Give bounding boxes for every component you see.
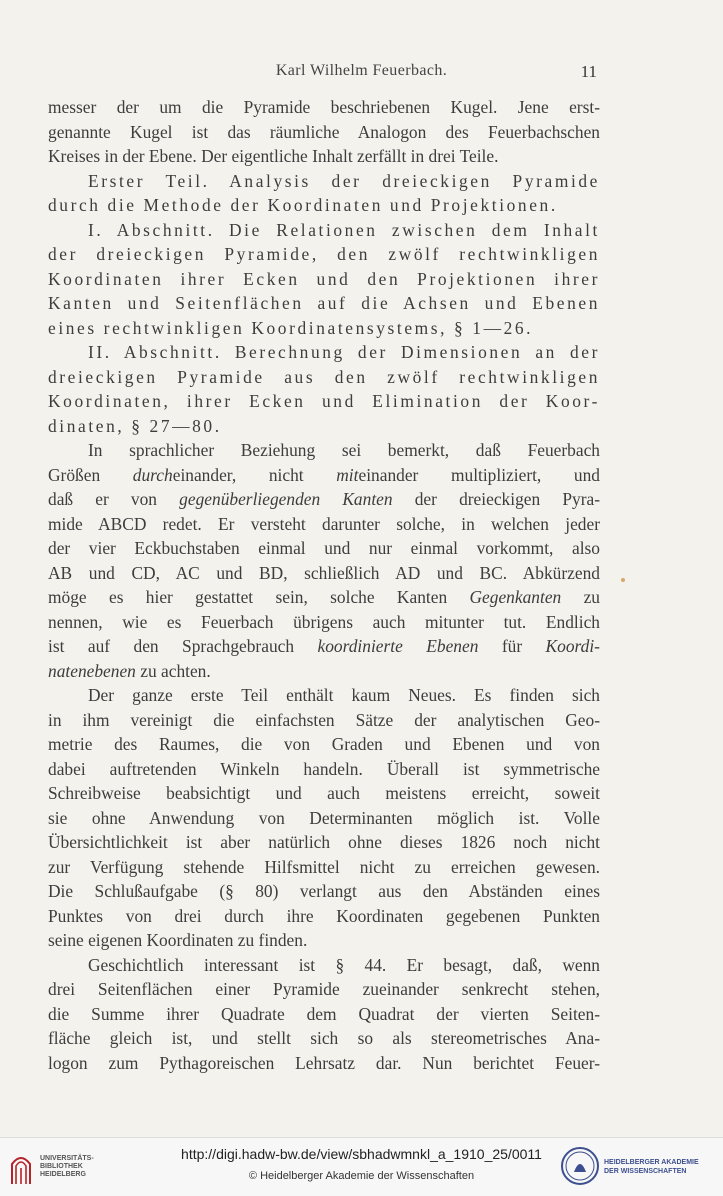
section-heading-line: dinaten, § 27—80. bbox=[48, 415, 222, 436]
text-line: Geschichtlich interessant ist § 44. Er besagt, daß, wenn bbox=[88, 954, 600, 975]
text-line: In sprachlicher Beziehung sei bemerkt, daß Feuerbach bbox=[88, 440, 600, 460]
body-text bbox=[48, 95, 600, 1075]
text-line: dabei auftretenden Winkeln handeln. Überall ist symmetrische bbox=[48, 758, 600, 779]
academy-name-line: DER WISSENSCHAFTEN bbox=[604, 1168, 687, 1175]
section-heading-line: II. Abschnitt. Berechnung der Dimensionen an der bbox=[88, 342, 600, 362]
text-line: der vier Eckbuchstaben einmal und nur einmal vorkommt, also bbox=[48, 538, 600, 558]
text-line: möge es hier gestattet sein, solche Kanten Gegenkanten zu bbox=[48, 587, 600, 607]
ub-name-line: HEIDELBERG bbox=[40, 1171, 86, 1178]
section-heading-line: Erster Teil. Analysis der dreieckigen Pyramide bbox=[88, 170, 600, 191]
text-line: die Summe ihrer Quadrate dem Quadrat der vierten Seiten- bbox=[48, 1003, 600, 1024]
section-heading-line: Koordinaten ihrer Ecken und den Projektionen ihrer bbox=[48, 268, 600, 289]
text-line: in ihm vereinigt die einfachsten Sätze der analytischen Geo- bbox=[48, 709, 600, 730]
page-number: 11 bbox=[580, 62, 597, 81]
academy-name-line: HEIDELBERGER AKADEMIE bbox=[604, 1159, 699, 1166]
section-heading-line: dreieckigen Pyramide aus den zwölf rechtwinkligen bbox=[48, 366, 600, 387]
text-line: Kreises in der Ebene. Der eigentliche Inhalt zerfällt in drei Teile. bbox=[48, 146, 499, 166]
italic-term: koordinierte Ebenen bbox=[317, 636, 479, 656]
running-head-author: Karl Wilhelm Feuerbach. bbox=[275, 62, 448, 79]
text-line: Die Schlußaufgabe (§ 80) verlangt aus den Abständen eines bbox=[48, 881, 600, 901]
text-line: drei Seitenflächen einer Pyramide zueinander senkrecht stehen, bbox=[48, 979, 600, 999]
academy-seal-icon bbox=[560, 1146, 600, 1186]
text-line: zur Verfügung stehende Hilfsmittel nicht zu erreichen gewesen. bbox=[48, 856, 600, 877]
text-line: daß er von gegenüberliegenden Kanten der dreieckigen Pyra- bbox=[48, 489, 601, 509]
text-line: fläche gleich ist, und stellt sich so als stereometrisches Ana- bbox=[48, 1028, 600, 1048]
text-line: natenebenen zu achten. bbox=[48, 660, 211, 681]
section-heading-line: der dreieckigen Pyramide, den zwölf rechtwinkligen bbox=[48, 244, 600, 264]
italic-term: Koordi- bbox=[545, 636, 600, 656]
section-heading-line: eines rechtwinkligen Koordinatensystems, § 1—26. bbox=[48, 317, 534, 338]
text-line: metrie des Raumes, die von Graden und Ebenen und von bbox=[48, 734, 600, 754]
italic-term: Gegenkanten bbox=[469, 587, 562, 607]
margin-mark bbox=[621, 578, 625, 582]
running-head bbox=[0, 62, 723, 84]
text-line: logon zum Pythagoreischen Lehrsatz dar. Nun berichtet Feuer- bbox=[48, 1052, 600, 1073]
section-heading-line: Kanten und Seitenflächen auf die Achsen und Ebenen bbox=[48, 293, 600, 313]
italic-term: gegenüberliegenden Kanten bbox=[179, 489, 393, 509]
text-line: genannte Kugel ist das räumliche Analogon des Feuerbachschen bbox=[48, 121, 600, 142]
italic-term: durch bbox=[132, 464, 173, 485]
ub-name-line: UNIVERSITÄTS- bbox=[40, 1155, 94, 1162]
text-line: sie ohne Anwendung von Determinanten möglich ist. Volle bbox=[48, 807, 600, 828]
text-line: messer der um die Pyramide beschriebenen Kugel. Jene erst- bbox=[48, 97, 600, 117]
text-line: Schreibweise beabsichtigt und auch meistens erreicht, soweit bbox=[48, 783, 600, 803]
italic-term: natenebenen bbox=[48, 660, 136, 681]
text-line: Punktes von drei durch ihre Koordinaten gegebenen Punkten bbox=[48, 905, 600, 926]
text-line: mide ABCD redet. Er versteht darunter solche, in welchen jeder bbox=[48, 513, 600, 534]
permalink-url[interactable]: http://digi.hadw-bw.de/view/sbhadwmnkl_a_1910_25/0011 bbox=[181, 1146, 542, 1162]
text-line: Größen durcheinander, nicht miteinander multipliziert, und bbox=[48, 464, 600, 485]
italic-term: mit bbox=[336, 464, 359, 485]
section-heading-line: durch die Methode der Koordinaten und Projektionen. bbox=[48, 195, 558, 215]
text-line: nennen, wie es Feuerbach übrigens auch mitunter tut. Endlich bbox=[48, 611, 600, 632]
section-heading-line: I. Abschnitt. Die Relationen zwischen dem Inhalt bbox=[88, 219, 600, 240]
viewer-footer bbox=[0, 1137, 723, 1196]
text-line: Übersichtlichkeit ist aber natürlich ohne dieses 1826 noch nicht bbox=[48, 832, 600, 852]
section-heading-line: Koordinaten, ihrer Ecken und Elimination der Koor- bbox=[48, 391, 600, 411]
text-line: ist auf den Sprachgebrauch koordinierte Ebenen für Koordi- bbox=[48, 636, 600, 656]
copyright-notice: © Heidelberger Akademie der Wissenschaften bbox=[248, 1170, 475, 1182]
text-line: AB und CD, AC und BD, schließlich AD und BC. Abkürzend bbox=[48, 562, 600, 583]
ub-name-line: BIBLIOTHEK bbox=[40, 1163, 83, 1170]
academy-name bbox=[604, 1158, 699, 1176]
text-line: seine eigenen Koordinaten zu finden. bbox=[48, 930, 308, 950]
text-line: Der ganze erste Teil enthält kaum Neues. Es finden sich bbox=[88, 685, 600, 705]
